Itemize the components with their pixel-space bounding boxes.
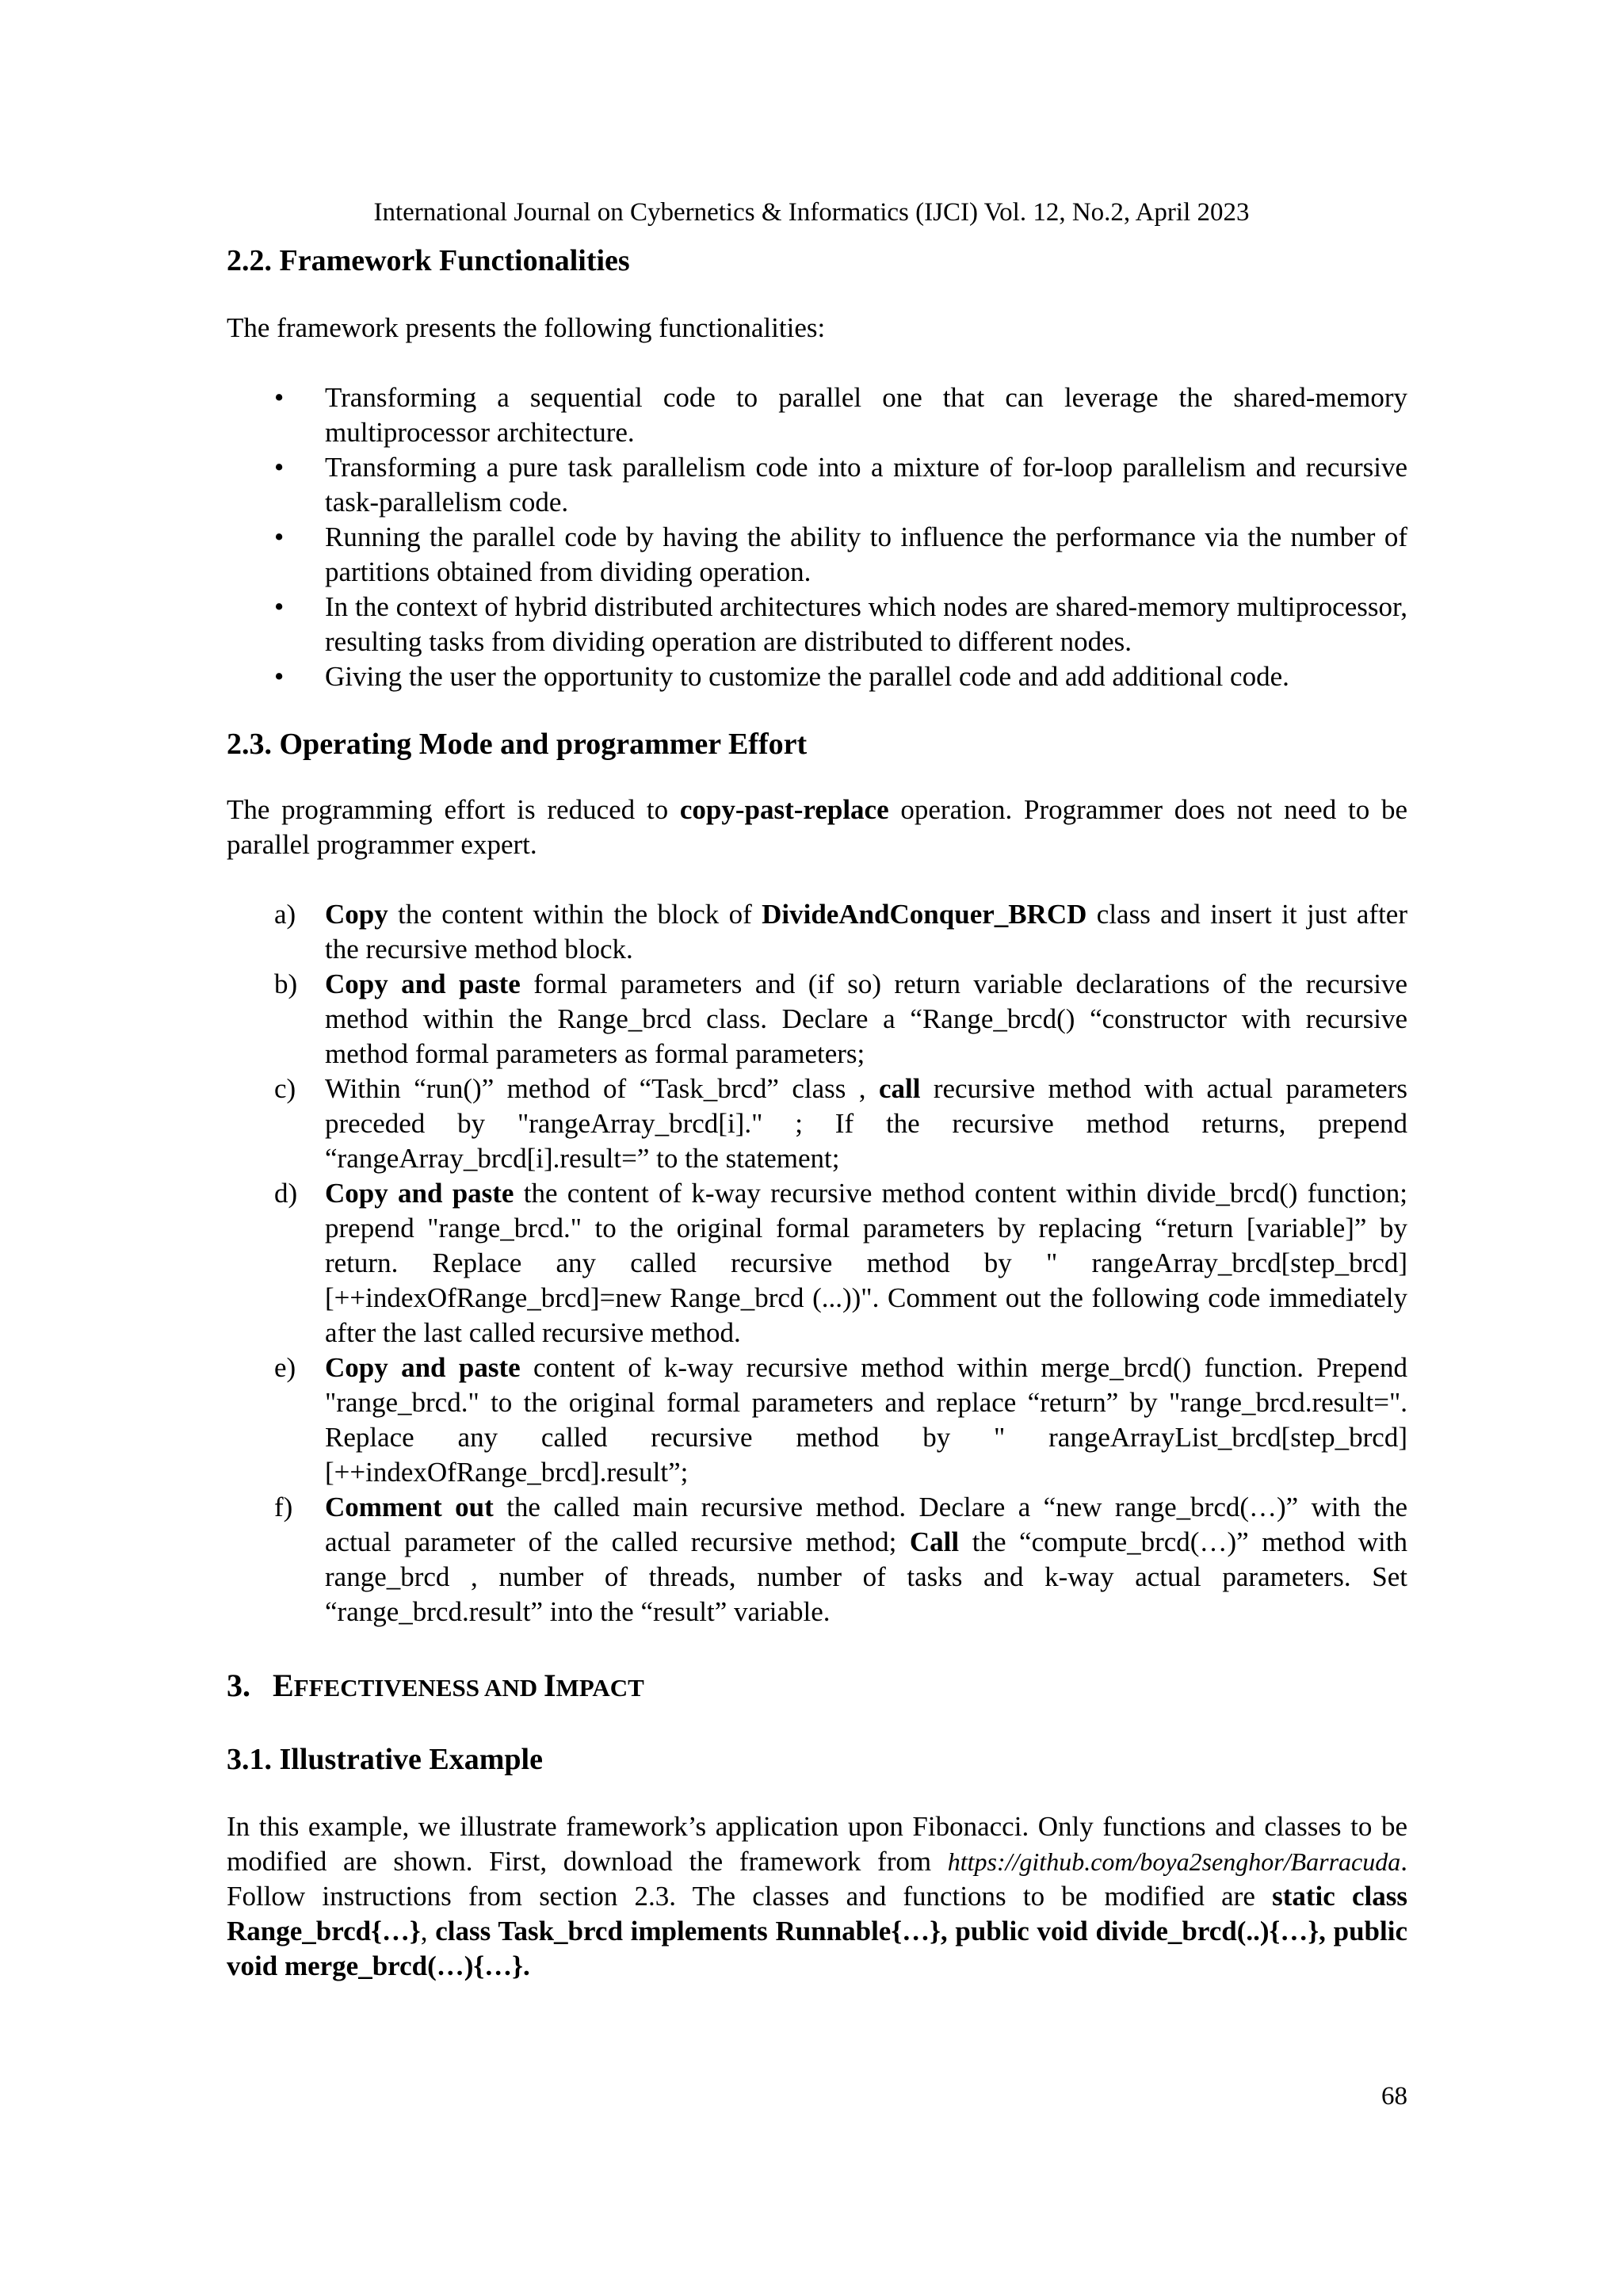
bullet-icon: • (274, 452, 285, 483)
section-2-3-intro: The programming effort is reduced to copy-past-replace operation. Programmer does not need to be parallel programmer expert. (227, 794, 1407, 860)
repository-link[interactable]: https://github.com/boya2senghor/Barracuda (947, 1847, 1401, 1876)
section-2-2-intro: The framework presents the following functionalities: (227, 312, 826, 343)
section-3-heading: 3. EFFECTIVENESS AND IMPACT (227, 1668, 644, 1703)
section-3-1-heading: 3.1. Illustrative Example (227, 1743, 543, 1776)
list-item: • In the context of hybrid distributed architectures which nodes are shared-memory multiprocessor, resulting tasks from dividing operation are distributed to different nodes. (274, 591, 1407, 657)
functionalities-list (227, 380, 1407, 694)
list-item: e) Copy and paste content of k-way recursive method within merge_brcd() function. Prepend "range_brcd." to the original formal parameters and replace “return” by "range_brcd.result=". Replace any called recursive method by " rangeArrayList_brcd[step_brcd][++indexOfRange_brcd].result”; (274, 1352, 1407, 1488)
section-3-1-paragraph: In this example, we illustrate framework’s application upon Fibonacci. Only functions and classes to be modified are shown. First, download the framework from https://github.com/boya2senghor/Barracuda. Follow instructions from section 2.3. The classes and functions to be modified are static class Range_brcd{…}, class Task_brcd implements Runnable{…}, public void divide_brcd(..){…}, public void merge_brcd(…){…}. (227, 1811, 1408, 1981)
section-2-3-heading: 2.3. Operating Mode and programmer Effort (227, 728, 808, 761)
steps-list (227, 897, 1407, 1629)
page-number: 68 (1381, 2082, 1407, 2111)
list-item: • Running the parallel code by having the ability to influence the performance via the number of partitions obtained from dividing operation. (274, 521, 1407, 587)
list-item: f) Comment out the called main recursive method. Declare a “new range_brcd(…)” with the actual parameter of the called recursive method; Call the “compute_brcd(…)” method with range_brcd , number of threads, number of tasks and k-way actual parameters. Set “range_brcd.result” into the “result” variable. (274, 1492, 1407, 1627)
bullet-icon: • (274, 382, 285, 413)
page-body (227, 243, 1407, 1984)
bullet-icon: • (274, 591, 285, 622)
bullet-icon: • (274, 521, 285, 552)
list-item: • Giving the user the opportunity to customize the parallel code and add additional code. (227, 659, 1407, 694)
list-item: a) Copy the content within the block of DivideAndConquer_BRCD class and insert it just after the recursive method block. (274, 899, 1407, 965)
running-head: International Journal on Cybernetics & Informatics (IJCI) Vol. 12, No.2, April 2023 (373, 198, 1250, 227)
list-item: d) Copy and paste the content of k-way recursive method content within divide_brcd() function; prepend "range_brcd." to the original formal parameters by replacing “return [variable]” by return. Replace any called recursive method by " rangeArray_brcd[step_brcd][++indexOfRange_brcd]=new Range_brcd (...))". Comment out the following code immediately after the last called recursive method. (274, 1178, 1407, 1348)
section-2-2-heading: 2.2. Framework Functionalities (227, 244, 630, 277)
list-item: • Transforming a sequential code to parallel one that can leverage the shared-memory multiprocessor architecture. (274, 382, 1407, 448)
list-item: b) Copy and paste formal parameters and (if so) return variable declarations of the recursive method within the Range_brcd class. Declare a “Range_brcd() “constructor with recursive method formal parameters as formal parameters; (274, 968, 1407, 1069)
list-item: • Transforming a pure task parallelism code into a mixture of for-loop parallelism and recursive task-parallelism code. (274, 452, 1407, 518)
bullet-icon: • (274, 661, 285, 692)
list-item: c) Within “run()” method of “Task_brcd” class , call recursive method with actual parameters preceded by "rangeArray_brcd[i]." ; If the recursive method returns, prepend “rangeArray_brcd[i].result=” to the statement; (274, 1073, 1407, 1174)
